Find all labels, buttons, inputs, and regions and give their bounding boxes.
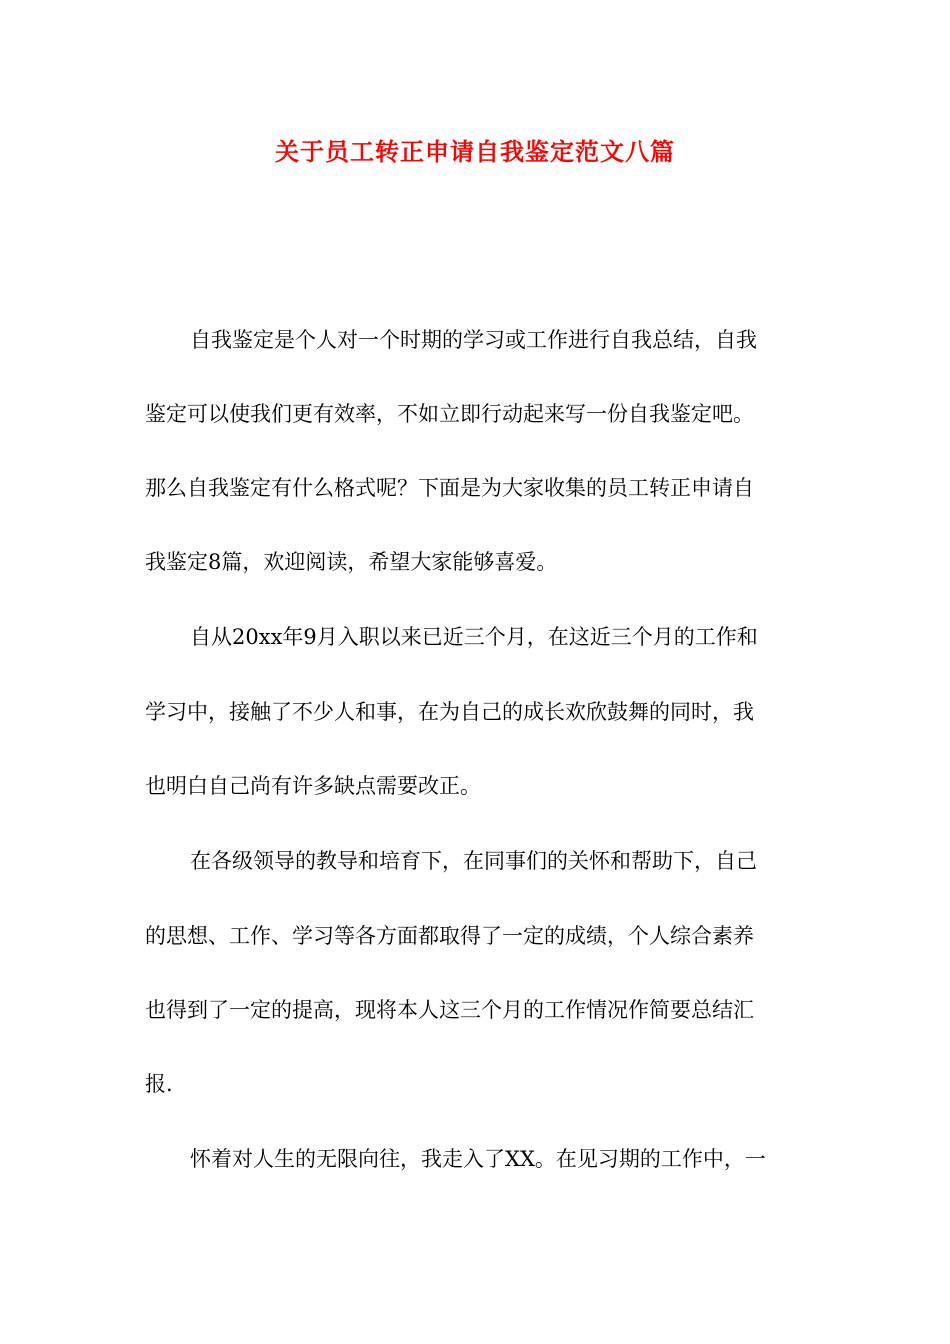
paragraph-2-line-2: 学习中，接触了不少人和事，在为自己的成长欢欣鼓舞的同时，我: [145, 700, 754, 724]
paragraph-4-line-1: 怀着对人生的无限向往，我走入了XX。在见习期的工作中，一: [190, 1147, 766, 1171]
paragraph-2-line-1: 自从20xx年9月入职以来已近三个月，在这近三个月的工作和: [190, 625, 758, 649]
paragraph-1-line-3: 那么自我鉴定有什么格式呢？下面是为大家收集的员工转正申请自: [145, 476, 754, 500]
paragraph-1-line-1: 自我鉴定是个人对一个时期的学习或工作进行自我总结，自我: [190, 328, 757, 352]
document-title: 关于员工转正申请自我鉴定范文八篇: [275, 137, 675, 166]
paragraph-3-line-3: 也得到了一定的提高，现将本人这三个月的工作情况作简要总结汇: [145, 998, 754, 1022]
paragraph-3-line-1: 在各级领导的教导和培育下，在同事们的关怀和帮助下，自己: [190, 849, 757, 873]
paragraph-1-line-2: 鉴定可以使我们更有效率，不如立即行动起来写一份自我鉴定吧。: [145, 402, 754, 426]
paragraph-2-line-3: 也明白自己尚有许多缺点需要改正。: [145, 774, 481, 798]
paragraph-3-line-2: 的思想、工作、学习等各方面都取得了一定的成绩，个人综合素养: [145, 924, 754, 948]
paragraph-3-line-4: 报.: [145, 1072, 173, 1096]
paragraph-1-line-4: 我鉴定8篇，欢迎阅读，希望大家能够喜爱。: [145, 550, 558, 574]
